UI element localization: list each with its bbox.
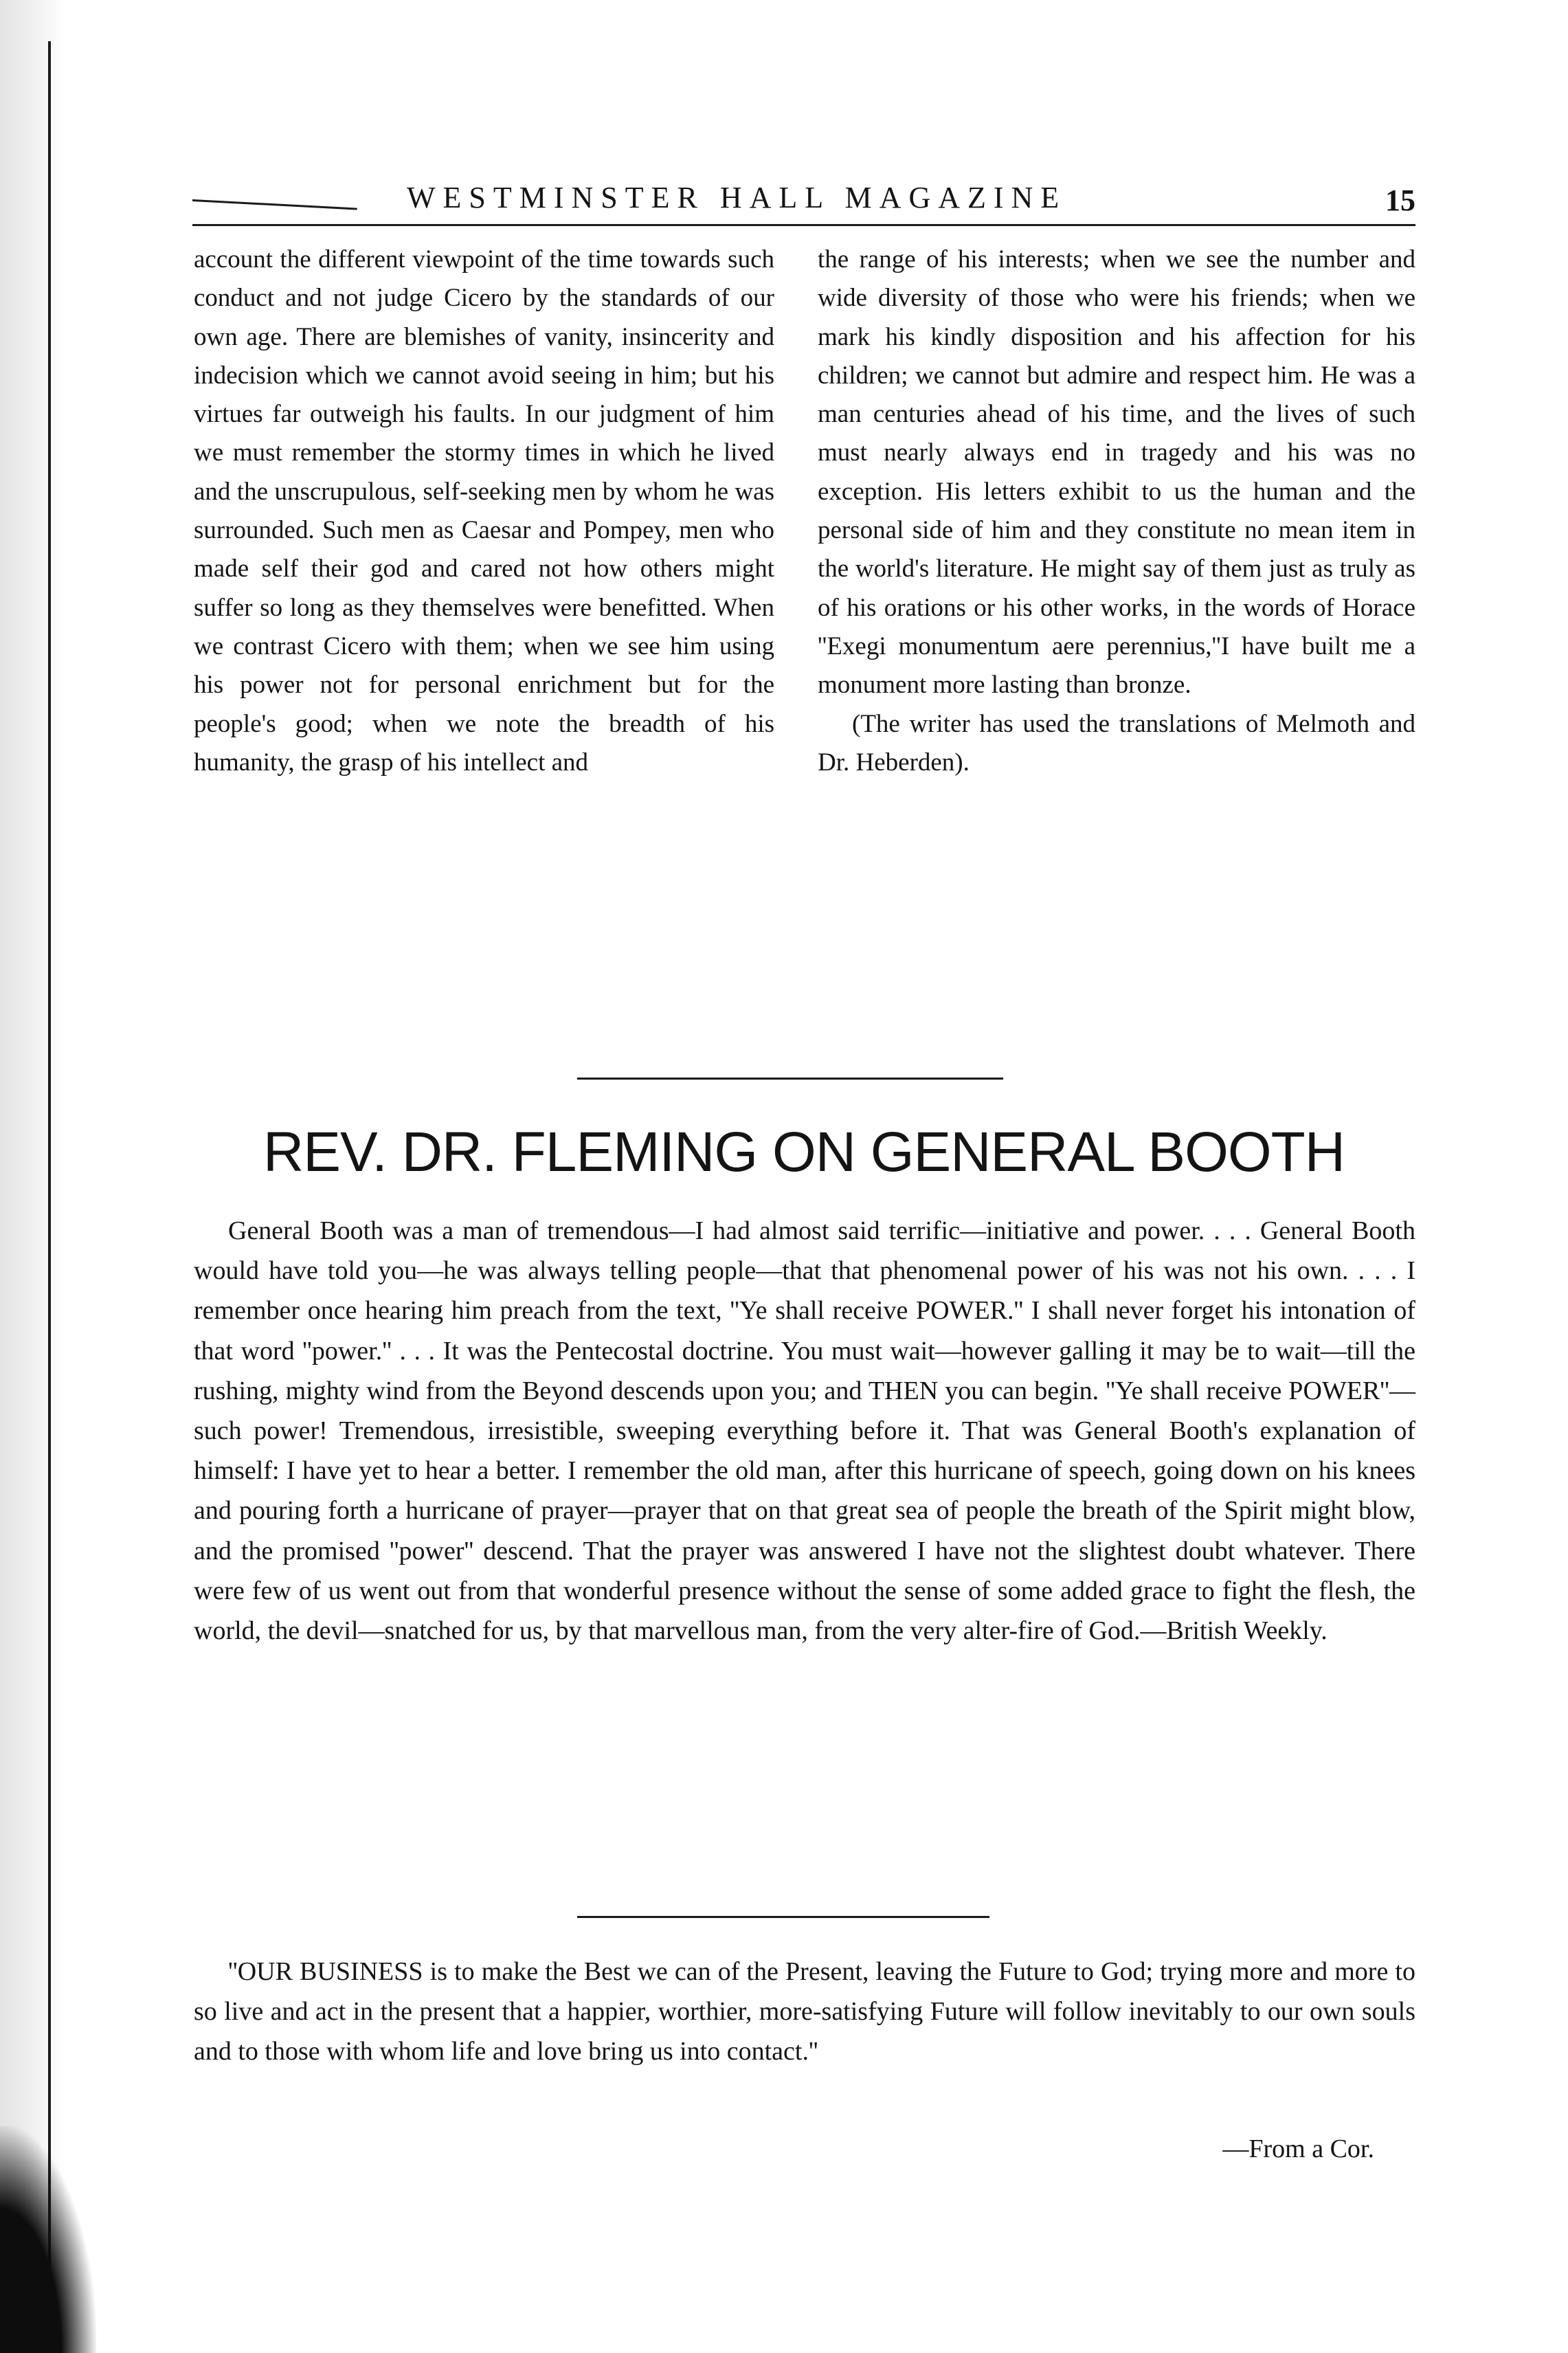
page-number: 15	[1385, 183, 1415, 217]
column-left-text: account the different viewpoint of the time towards such conduct and not judge Cicero by the standards of our own age. There are blemishes of vanity, insincerity and indecision which we cannot avoid seeing in him; but his virtues far outweigh his faults. In our judgment of him we must remember the stormy times in which he lived and the unscrupulous, self-seeking men by whom he was surrounded. Such men as Caesar and Pompey, men who made self their god and cared not how others might suffer so long as they themselves were benefitted. When we contrast Cicero with them; when we see him using his power not for personal enrichment but for the people's good; when we note the breadth of his humanity, the grasp of his intellect and	[194, 245, 774, 777]
header-rule-left	[192, 199, 357, 210]
header-rule	[192, 224, 1415, 226]
section-divider	[577, 1078, 1003, 1080]
article-paragraph: General Booth was a man of tremendous—I had almost said terrific—initiative and power. . . . General Booth would have told you—he was always telling people—that that phenomenal power of his was not his own. . . . I remember once hearing him preach from the text, ''Ye shall receive POWER.'' I shall never forget his intonation of that word ''power.'' . . . It was the Pentecostal doctrine. You must wait—however galling it may be to wait—till the rushing, mighty wind from the Beyond descends upon you; and THEN you can begin. ''Ye shall receive POWER''—such power! Tremendous, irresistible, sweeping everything before it. That was General Booth's explanation of himself: I have yet to hear a better. I remember the old man, after this hurricane of speech, going down on his knees and pouring forth a hurricane of prayer—prayer that on that great sea of people the breath of the Spirit might blow, and the promised ''power'' descend. That the prayer was answered I have not the slightest doubt whatever. There were few of us went out from that wonderful presence without the sense of some added grace to fight the flesh, the world, the devil—snatched for us, by that marvellous man, from the very alter-fire of God.—British Weekly.	[194, 1216, 1415, 1646]
binding-spine-line	[48, 41, 51, 2353]
scan-page-edge	[0, 0, 66, 2353]
closing-quote	[194, 1952, 1415, 2071]
column-right	[818, 241, 1415, 782]
article-headline: REV. DR. FLEMING ON GENERAL BOOTH	[263, 1121, 1345, 1183]
translation-note: (The writer has used the translations of Melmoth and Dr. Heberden).	[818, 709, 1415, 777]
scan-corner-shadow	[0, 2126, 96, 2353]
section-divider	[577, 1916, 989, 1918]
column-right-text: the range of his interests; when we see the number and wide diversity of those who were his friends; when we mark his kindly disposition and his affection for his children; we cannot but admire and respect him. He was a man centuries ahead of his time, and the lives of such must nearly always end in tragedy and his was no exception. His letters exhibit to us the human and the personal side of him and they constitute no mean item in the world's literature. He might say of them just as truly as of his orations or his other works, in the words of Horace ''Exegi monumentum aere perennius,''I have built me a monument more lasting than bronze.	[818, 245, 1415, 700]
running-header	[192, 180, 1415, 228]
column-left	[194, 241, 774, 782]
article-body	[194, 1211, 1415, 1651]
quote-attribution: —From a Cor.	[1222, 2134, 1374, 2163]
quote-text: ''OUR BUSINESS is to make the Best we can of the Present, leaving the Future to God; trying more and more to so live and act in the present that a happier, worthier, more-satisfying Future will follow inevitably to our own souls and to those with whom life and love bring us into contact.''	[194, 1957, 1415, 2066]
running-title: WESTMINSTER HALL MAGAZINE	[407, 181, 1067, 214]
